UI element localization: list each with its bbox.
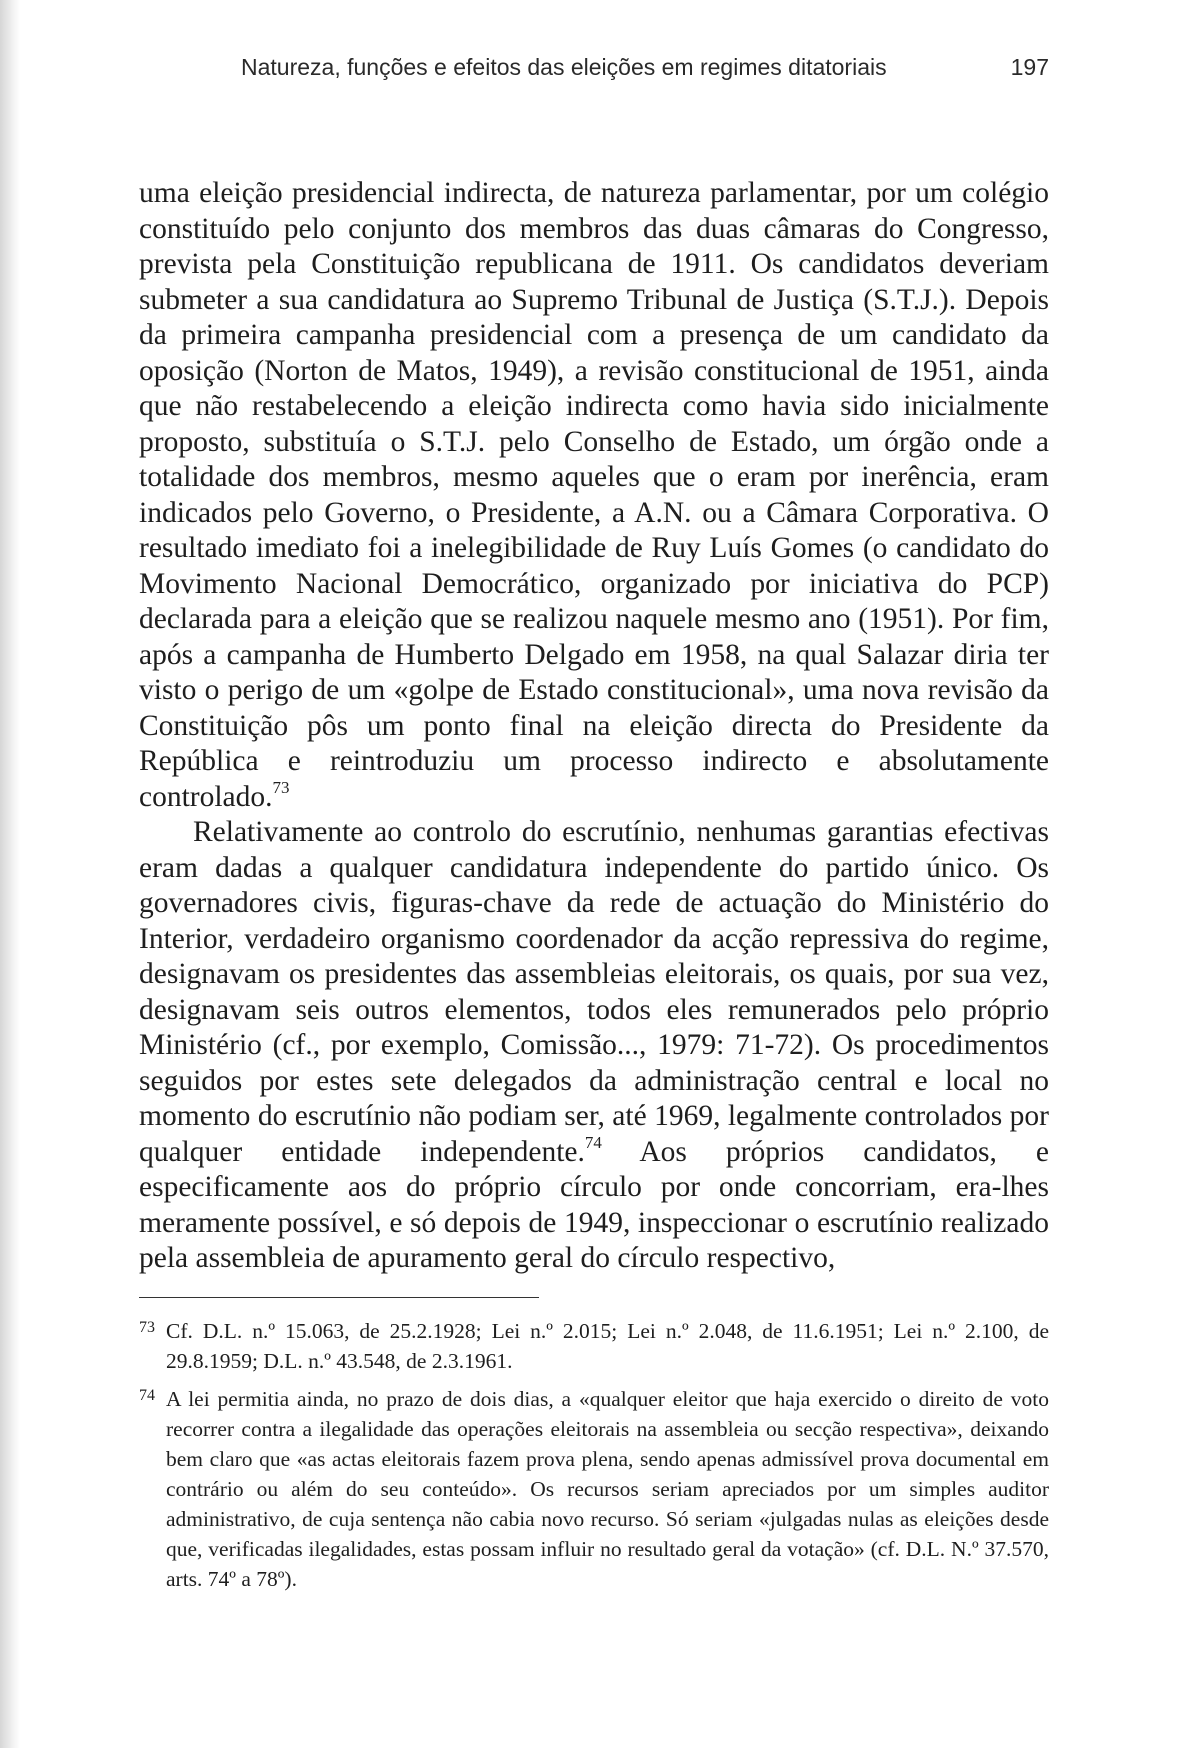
footnote-text: A lei permitia ainda, no prazo de dois dias, a «qualquer eleitor que haja exercido o direito de voto recorrer contra a ilegalidade das operações eleitorais na assembleia ou secção respectiva», deixando bem claro que «as actas eleitorais fazem prova plena, sendo apenas admissível prova documental em contrário ou além do seu conteúdo». Os recursos seriam apreciados por um simples auditor administrativo, de cuja sentença não cabia novo recurso. Só seriam «julgadas nulas as eleições desde que, verificadas ilegalidades, estas possam influir no resultado geral da votação» (cf. D.L. N.º 37.570, arts. 74º a 78º).: [166, 1386, 1049, 1591]
paragraph-1: [139, 176, 1049, 815]
paragraph-1-text: uma eleição presidencial indirecta, de natureza parlamentar, por um colégio constituído pelo conjunto dos membros das duas câmaras do Congresso, prevista pela Constituição republicana de 1911. Os candidatos deveriam submeter a sua candidatura ao Supremo Tribunal de Justiça (S.T.J.). Depois da primeira campanha presidencial com a presença de um candidato da oposição (Norton de Matos, 1949), a revisão constitucional de 1951, ainda que não restabelecendo a eleição indirecta como havia sido inicialmente proposto, substituía o S.T.J. pelo Conselho de Estado, um órgão onde a totalidade dos membros, mesmo aqueles que o eram por inerência, eram indicados pelo Governo, o Presidente, a A.N. ou a Câmara Corporativa. O resultado imediato foi a inelegibilidade de Ruy Luís Gomes (o candidato do Movimento Nacional Democrático, organizado por iniciativa do PCP) declarada para a eleição que se realizou naquele mesmo ano (1951). Por fim, após a campanha de Humberto Delgado em 1958, na qual Salazar diria ter visto o perigo de um «golpe de Estado constitucional», uma nova revisão da Constituição pôs um ponto final na eleição directa do Presidente da República e reintroduziu um processo indirecto e absolutamente controlado.: [139, 177, 1049, 813]
body-text: [139, 176, 1049, 1277]
scan-edge-shadow: [0, 0, 20, 1748]
paragraph-2-text-b: Aos próprios candidatos, e especificamente aos do próprio círculo por onde concorriam, era-lhes meramente possível, e só depois de 1949, inspeccionar o escrutínio realizado pela assembleia de apuramento geral do círculo respectivo,: [139, 1135, 1049, 1274]
footnote-74: [139, 1384, 1049, 1594]
footnote-separator: [139, 1297, 539, 1298]
footnote-ref-74: 74: [584, 1132, 602, 1152]
footnote-number: 74: [139, 1386, 155, 1404]
footnote-73: [139, 1316, 1049, 1376]
paragraph-2-text-a: Relativamente ao controlo do escrutínio, nenhumas garantias efectivas eram dadas a qualquer candidatura independente do partido único. Os governadores civis, figuras-chave da rede de actuação do Ministério do Interior, verdadeiro organismo coordenador da acção repressiva do regime, designavam os presidentes das assembleias eleitorais, os quais, por sua vez, designavam seis outros elementos, todos eles remunerados pelo próprio Ministério (cf., por exemplo, Comissão..., 1979: 71-72). Os procedimentos seguidos por estes sete delegados da administração central e local no momento do escrutínio não podiam ser, até 1969, legalmente controlados por qualquer entidade independente.: [139, 816, 1049, 1168]
footnote-text: Cf. D.L. n.º 15.063, de 25.2.1928; Lei n.º 2.015; Lei n.º 2.048, de 11.6.1951; Lei n.º 2.100, de 29.8.1959; D.L. n.º 43.548, de 2.3.1961.: [166, 1318, 1049, 1373]
running-title: Natureza, funções e efeitos das eleições em regimes ditatoriais: [241, 54, 887, 80]
footnotes: [139, 1316, 1049, 1594]
footnote-ref-73: 73: [272, 777, 290, 797]
footnote-number: 73: [139, 1318, 155, 1336]
paragraph-2: [139, 815, 1049, 1277]
page-number: 197: [1010, 54, 1049, 80]
running-header: [139, 40, 1049, 88]
book-page: [139, 40, 1049, 1602]
